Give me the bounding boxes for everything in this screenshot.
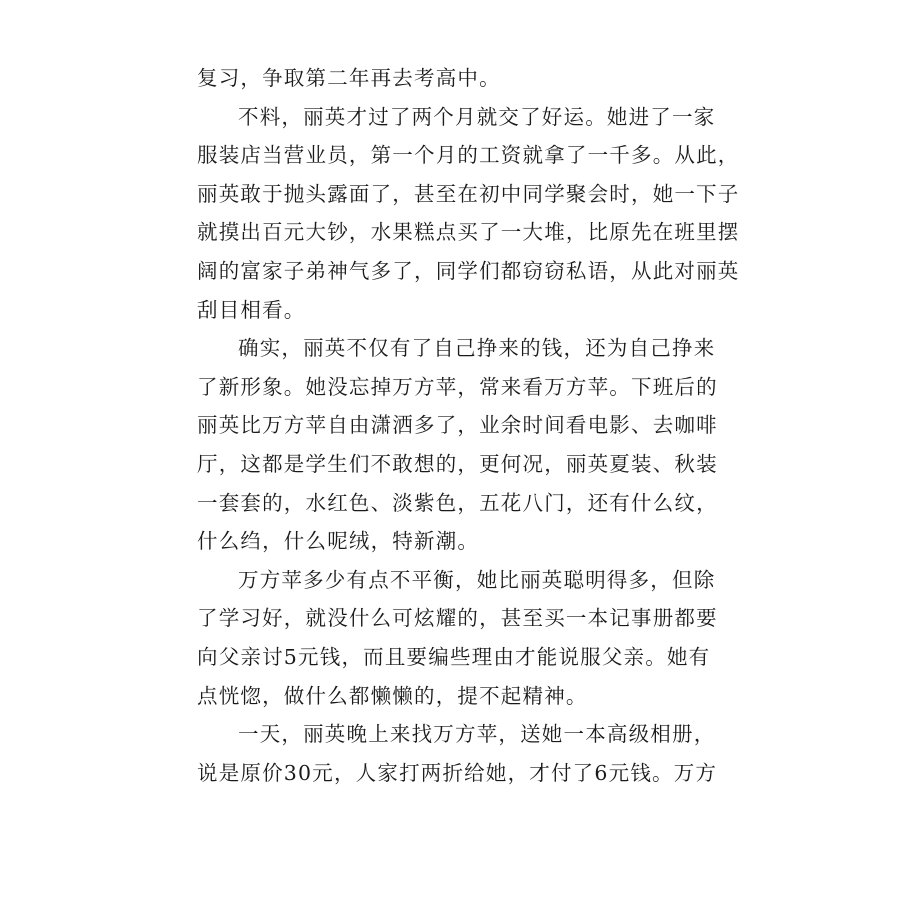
text-line: 复习，争取第二年再去考高中。 — [197, 66, 501, 90]
text-line: 一套套的，水红色、淡紫色，五花八门，还有什么纹， — [197, 490, 718, 515]
text-line: 什么绉，什么呢绒，特新潮。 — [197, 529, 480, 554]
text-line: 就摸出百元大钞，水果糕点买了一大堆，比原先在班里摆 — [197, 220, 740, 245]
text-line: 了新形象。她没忘掉万方苹，常来看万方苹。下班后的 — [197, 374, 718, 399]
text-line: 确实，丽英不仅有了自己挣来的钱，还为自己挣来 — [238, 336, 716, 361]
text-line: 阔的富家子弟神气多了，同学们都窃窃私语，从此对丽英 — [197, 258, 740, 283]
text-line: 了学习好，就没什么可炫耀的，甚至买一本记事册都要 — [197, 606, 718, 631]
text-line: 一天，丽英晚上来找万方苹，送她一本高级相册， — [238, 722, 716, 747]
text-line: 不料，丽英才过了两个月就交了好运。她进了一家 — [238, 104, 716, 129]
text-line: 厅，这都是学生们不敢想的，更何况，丽英夏装、秋装 — [197, 451, 718, 476]
text-line: 万方苹多少有点不平衡，她比丽英聪明得多，但除 — [238, 567, 716, 592]
text-line: 丽英敢于抛头露面了，甚至在初中同学聚会时，她一下子 — [197, 181, 740, 206]
text-line: 点恍惚，做什么都懒懒的，提不起精神。 — [197, 683, 588, 708]
text-line: 丽英比万方苹自由潇洒多了，业余时间看电影、去咖啡 — [197, 413, 718, 438]
body-text — [197, 59, 740, 792]
text-line: 刮目相看。 — [197, 297, 306, 322]
text-line: 向父亲讨5元钱，而且要编些理由才能说服父亲。她有 — [197, 644, 711, 669]
text-line: 服装店当营业员，第一个月的工资就拿了一千多。从此， — [197, 143, 740, 168]
text-line: 说是原价30元，人家打两折给她，才付了6元钱。万方 — [197, 760, 718, 785]
